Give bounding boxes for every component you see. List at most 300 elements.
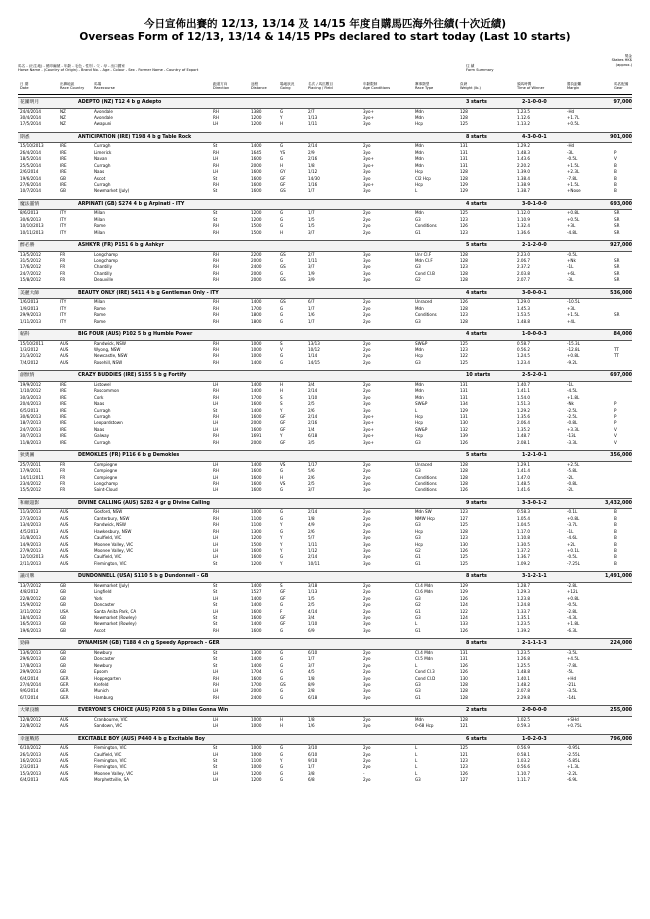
cell-racecourse: Curragh <box>94 162 111 168</box>
cell-distance: 2000 <box>251 270 262 276</box>
horse-name-en: DIVINE CALLING (AUS) S282 4 gr g Divine Calling <box>78 500 210 506</box>
cell-country: AUS <box>60 528 69 534</box>
cell-distance: 1200 <box>251 121 262 127</box>
cell-date: 10/10/2013 <box>20 223 44 229</box>
cell-racecourse: Rome <box>94 305 106 311</box>
cell-racecourse: Compiegne <box>94 461 118 467</box>
cell-going: S <box>280 401 283 407</box>
cell-gear: V <box>614 439 617 445</box>
cell-date: 6/10/2012 <box>20 745 41 751</box>
form-summary-en: Form Summary <box>466 68 494 73</box>
horse-name-en: DEMOKLES (FR) P116 6 b g Demokles <box>78 453 180 459</box>
cell-racecourse: Cork <box>94 394 104 400</box>
cell-date: 10/11/2013 <box>20 229 44 235</box>
cell-distance: 1500 <box>251 541 262 547</box>
cell-gear: SR <box>614 229 620 235</box>
cell-margin: -3.3L <box>567 439 578 445</box>
cell-racecourse: Caulfield, VIC <box>94 535 122 541</box>
title-area <box>0 18 650 44</box>
cell-date: 30/6/2013 <box>20 216 41 222</box>
cell-age-conditions: 3yo+ <box>363 162 374 168</box>
cell-age-conditions: 3yo <box>363 688 371 694</box>
cell-direction: St <box>213 656 218 662</box>
cell-country: AUS <box>60 515 69 521</box>
race-row <box>18 360 632 366</box>
cell-margin: -2.2L <box>567 770 578 776</box>
cell-country: IRE <box>60 407 67 413</box>
cell-margin: +2.3L <box>567 169 580 175</box>
cell-placing: 1/6 <box>308 312 315 318</box>
cell-country: GB <box>60 627 66 633</box>
cell-weight: 122 <box>460 608 468 614</box>
cell-going: GS <box>280 681 286 687</box>
cell-going: G <box>280 627 284 633</box>
cell-time: 0.56.6 <box>517 764 531 770</box>
legend-line-en: Horse Name - (Country of Origin) - Brand No. - Age - Colour - Sex - Former Name - Country of Export <box>18 68 199 73</box>
cell-direction: LH <box>213 381 219 387</box>
cell-placing: 1/7 <box>308 318 315 324</box>
cell-direction: RH <box>213 413 219 419</box>
cell-racecourse: Longchamp <box>94 251 118 257</box>
cell-distance: 1000 <box>251 723 262 729</box>
cell-placing: 1/9 <box>308 270 315 276</box>
cell-placing: 4/14 <box>308 608 318 614</box>
cell-distance: 1400 <box>251 582 262 588</box>
cell-distance: 1200 <box>251 560 262 566</box>
cell-placing: 2/7 <box>308 251 315 257</box>
cell-date: 15/9/2012 <box>20 602 41 608</box>
cell-country: AUS <box>60 716 69 722</box>
cell-age-conditions: 3yo+ <box>363 433 374 439</box>
cell-margin: +1.5L <box>567 162 580 168</box>
horse-header <box>18 638 632 650</box>
cell-time: 1.25.5 <box>517 662 531 668</box>
cell-date: 17/6/2012 <box>20 264 41 270</box>
cell-going: G <box>280 305 284 311</box>
cell-time: 1.29.0 <box>517 299 531 305</box>
cell-gear: V <box>614 156 617 162</box>
stakes-amount: 536,000 <box>610 290 632 296</box>
cell-placing: 6/8 <box>308 777 315 783</box>
cell-age-conditions: 2yo <box>363 381 371 387</box>
cell-time: 1.05.4 <box>517 515 531 521</box>
cell-country: GB <box>60 621 66 627</box>
cell-country: GER <box>60 688 69 694</box>
cell-direction: St <box>213 764 218 770</box>
stakes-amount: 901,000 <box>610 134 632 140</box>
cell-margin: -13L <box>567 433 576 439</box>
cell-distance: 1400 <box>251 621 262 627</box>
cell-gear: TT <box>614 353 619 359</box>
cell-going: S <box>280 340 283 346</box>
cell-weight: 123 <box>460 758 468 763</box>
cell-going: Y <box>280 541 283 547</box>
cell-race-type: G3 <box>415 681 421 687</box>
cell-going: G <box>280 662 284 668</box>
horse-name-en: ASHKYR (FR) P151 6 b g Ashkyr <box>78 243 164 249</box>
cell-direction: LH <box>213 461 219 467</box>
cell-date: 29/9/2013 <box>20 669 41 675</box>
cell-time: 1.09.2 <box>517 560 531 566</box>
cell-race-type: G3 <box>415 688 421 694</box>
cell-placing: 1/13 <box>308 114 318 120</box>
cell-country: IRE <box>60 413 67 419</box>
cell-race-type: Mdn <box>415 381 424 387</box>
cell-margin: -4.8L <box>567 229 578 235</box>
cell-distance: 1000 <box>251 745 262 751</box>
race-row <box>18 230 632 236</box>
stakes-amount: 97,000 <box>613 100 632 105</box>
cell-racecourse: Curragh <box>94 181 111 187</box>
cell-margin: -6.9L <box>567 777 578 783</box>
cell-margin: -2.8L <box>567 582 578 588</box>
cell-racecourse: Awapuni <box>94 121 112 127</box>
cell-racecourse: Milan <box>94 210 105 216</box>
cell-placing: 1/5 <box>308 216 315 222</box>
cell-racecourse: Newmarket (July) <box>94 188 130 194</box>
cell-country: IRE <box>60 169 67 175</box>
cell-date: 16/2/2013 <box>20 758 41 763</box>
cell-racecourse: Longchamp <box>94 258 118 263</box>
cell-racecourse: Naas <box>94 426 105 432</box>
cell-weight: 123 <box>460 216 468 222</box>
cell-race-type: G3 <box>415 264 421 270</box>
cell-margin: +0.8L <box>567 353 580 359</box>
cell-margin: +3L <box>567 305 576 311</box>
race-row <box>18 561 632 567</box>
cell-margin: +3.3L <box>567 426 580 432</box>
cell-time: 1.24.5 <box>517 353 531 359</box>
cell-race-type: L <box>415 662 418 668</box>
cell-going: H <box>280 162 284 168</box>
cell-time: 1.54.0 <box>517 394 531 400</box>
cell-distance: 1000 <box>251 346 262 352</box>
cell-race-type: Conditions <box>415 312 437 318</box>
cell-distance: 1400 <box>251 602 262 608</box>
cell-racecourse: Naas <box>94 169 105 175</box>
cell-country: IRE <box>60 149 67 155</box>
cell-margin: +0.75L <box>567 723 582 729</box>
cell-racecourse: Rome <box>94 318 106 324</box>
cell-going: Y <box>280 560 283 566</box>
starts-count: 3 starts <box>466 100 487 105</box>
horse-block <box>18 199 632 240</box>
horse-block <box>18 240 632 288</box>
cell-age-conditions: 3yo <box>363 169 371 175</box>
cell-age-conditions: 2yo <box>363 210 371 216</box>
horse-name-cn: 花團明月 <box>20 100 40 105</box>
cell-distance: 2000 <box>251 277 262 283</box>
cell-placing: 5/6 <box>308 468 315 474</box>
horse-format-legend <box>18 64 348 73</box>
cell-racecourse: Flemington, VIC <box>94 764 127 770</box>
column-headers <box>18 82 632 95</box>
cell-gear: V <box>614 433 617 439</box>
cell-country: IRE <box>60 394 67 400</box>
cell-age-conditions: 3yo+ <box>363 420 374 426</box>
cell-time: 1.03.2 <box>517 758 531 763</box>
cell-direction: RH <box>213 433 219 439</box>
cell-weight: 130 <box>460 541 468 547</box>
cell-direction: RH <box>213 258 219 263</box>
cell-weight: 126 <box>460 669 468 675</box>
cell-going: H <box>280 229 284 235</box>
cell-placing: 1/17 <box>308 461 318 467</box>
cell-date: 21/3/2012 <box>20 353 41 359</box>
cell-country: GB <box>60 582 66 588</box>
cell-going: VS <box>280 480 286 486</box>
cell-direction: RH <box>213 675 219 681</box>
cell-weight: 128 <box>460 108 468 114</box>
cell-time: 2.03.8 <box>517 270 531 276</box>
cell-direction: LH <box>213 169 219 175</box>
cell-time: 1.24.8 <box>517 602 531 608</box>
cell-weight: 131 <box>460 143 468 149</box>
cell-margin: -Hd <box>567 143 575 149</box>
cell-race-type: Hcp <box>415 413 423 419</box>
cell-weight: 131 <box>460 156 468 162</box>
cell-going: S <box>280 582 283 588</box>
cell-race-type: SW&P <box>415 426 428 432</box>
cell-race-type: G2 <box>415 547 421 553</box>
cell-margin: -3.7L <box>567 522 578 528</box>
cell-racecourse: Listowel <box>94 381 111 387</box>
cell-country: AUS <box>60 541 69 547</box>
cell-placing: 1/10 <box>308 621 318 627</box>
cell-weight: 131 <box>460 413 468 419</box>
cell-placing: 3/4 <box>308 381 315 387</box>
cell-country: IRE <box>60 420 67 426</box>
cell-weight: 125 <box>460 560 468 566</box>
cell-distance: 1800 <box>251 312 262 318</box>
starts-count: 8 starts <box>466 641 487 647</box>
cell-weight: 123 <box>460 229 468 235</box>
cell-margin: +12L <box>567 589 578 595</box>
cell-distance: 1400 <box>251 381 262 387</box>
cell-distance: 1000 <box>251 353 262 359</box>
cell-weight: 129 <box>460 582 468 588</box>
cell-weight: 129 <box>460 589 468 595</box>
cell-country: GB <box>60 589 66 595</box>
cell-date: 16/5/2013 <box>20 621 41 627</box>
cell-race-type: L <box>415 764 418 770</box>
cell-racecourse: Lingfield <box>94 589 112 595</box>
cell-racecourse: Munich <box>94 688 109 694</box>
cell-going: G <box>280 509 284 515</box>
cell-direction: St <box>213 649 218 655</box>
cell-race-type: L <box>415 188 418 194</box>
cell-going: G <box>280 602 284 608</box>
cell-country: AUS <box>60 340 69 346</box>
cell-time: 1.12.0 <box>517 210 531 216</box>
horse-block <box>18 638 632 705</box>
col-time: 頭馬時間 Time of Winner <box>517 82 545 91</box>
cell-racecourse: Newmarket (Rowley) <box>94 614 137 620</box>
cell-racecourse: Sandown, VIC <box>94 723 123 729</box>
cell-direction: St <box>213 175 218 181</box>
cell-margin: -2.5L <box>567 407 578 413</box>
cell-age-conditions: 3yo <box>363 560 371 566</box>
cell-margin: -12.8L <box>567 346 580 352</box>
cell-country: ITY <box>60 318 67 324</box>
cell-age-conditions: 3yo <box>363 681 371 687</box>
cell-placing: 1/11 <box>308 258 318 263</box>
cell-country: NZ <box>60 108 66 114</box>
cell-time: 1.23.5 <box>517 108 531 114</box>
cell-time: 1.41.4 <box>517 468 531 474</box>
cell-date: 27/3/2013 <box>20 515 41 521</box>
cell-distance: 1200 <box>251 216 262 222</box>
horse-block <box>18 705 632 733</box>
cell-racecourse: Galway <box>94 433 110 439</box>
cell-gear: P <box>614 407 617 413</box>
cell-going: GF <box>280 413 286 419</box>
cell-country: FR <box>60 474 66 480</box>
cell-age-conditions: 3yo <box>363 251 371 257</box>
cell-date: 11/8/2013 <box>20 439 41 445</box>
cell-racecourse: Rosehill, NSW <box>94 359 123 365</box>
cell-margin: +0.8L <box>567 515 580 521</box>
cell-placing: 3/5 <box>308 439 315 445</box>
cell-margin: -Nk <box>567 401 574 407</box>
col-placing: 名次 / 馬匹數目 Placing / Field <box>308 82 334 91</box>
cell-going: Y <box>280 758 283 763</box>
cell-weight: 126 <box>460 487 468 493</box>
cell-time: 0.58.7 <box>517 340 531 346</box>
cell-direction: RH <box>213 264 219 270</box>
cell-race-type: G3 <box>415 535 421 541</box>
cell-margin: -9.2L <box>567 359 578 365</box>
cell-direction: St <box>213 745 218 751</box>
cell-gear: B <box>614 535 617 541</box>
cell-direction: St <box>213 758 218 763</box>
cell-weight: 131 <box>460 649 468 655</box>
cell-racecourse: Moonee Valley, VIC <box>94 547 134 553</box>
cell-going: GF <box>280 614 286 620</box>
stakes-label-en: Stakes HK$ <box>611 58 632 63</box>
cell-date: 6/4/2013 <box>20 777 39 783</box>
cell-margin: +0.8L <box>567 595 580 601</box>
cell-country: IRE <box>60 143 67 149</box>
horse-name-cn: 狄奧圖 <box>20 453 35 459</box>
cell-time: 1.36.6 <box>517 229 531 235</box>
cell-racecourse: Morphettville, SA <box>94 777 130 783</box>
cell-direction: LH <box>213 487 219 493</box>
cell-racecourse: Newbury <box>94 662 113 668</box>
cell-distance: 1300 <box>251 649 262 655</box>
cell-margin: -3L <box>567 277 574 283</box>
cell-age-conditions: 3yo+ <box>363 426 374 432</box>
cell-age-conditions: 3yo <box>363 675 371 681</box>
cell-country: IRE <box>60 388 67 394</box>
cell-date: 9/6/2014 <box>20 688 39 694</box>
cell-country: FR <box>60 487 66 493</box>
horse-name-cn: 期悉 <box>20 134 30 140</box>
cell-country: AUS <box>60 554 69 560</box>
cell-age-conditions: 2yo <box>363 716 371 722</box>
cell-race-type: Mdn <box>415 162 424 168</box>
cell-weight: 125 <box>460 359 468 365</box>
cell-going: G <box>280 156 284 162</box>
cell-time: 1.48.5 <box>517 480 531 486</box>
cell-weight: 129 <box>460 407 468 413</box>
cell-margin: -4.5L <box>567 388 578 394</box>
col-weight: 負磅 Weight (lb.) <box>460 82 481 91</box>
cell-country: NZ <box>60 114 66 120</box>
cell-direction: RH <box>213 515 219 521</box>
cell-weight: 125 <box>460 340 468 346</box>
cell-age-conditions: 3yo <box>363 541 371 547</box>
cell-time: 1.23.8 <box>517 595 531 601</box>
cell-going: VS <box>280 461 286 467</box>
cell-time: 1.29.2 <box>517 407 531 413</box>
horse-block <box>18 734 632 788</box>
cell-racecourse: Curragh <box>94 143 111 149</box>
cell-race-type: L <box>415 751 418 757</box>
cell-margin: -5.85L <box>567 758 580 763</box>
horse-header <box>18 329 632 341</box>
cell-time: 1.33.7 <box>517 608 531 614</box>
cell-country: GB <box>60 662 66 668</box>
cell-distance: 2000 <box>251 420 262 426</box>
cell-racecourse: Caulfield, VIC <box>94 554 122 560</box>
cell-going: G <box>280 669 284 675</box>
cell-time: 1.41.6 <box>517 487 531 493</box>
cell-gear: B <box>614 560 617 566</box>
cell-weight: 128 <box>460 681 468 687</box>
cell-race-type: Unraced <box>415 461 433 467</box>
cell-placing: 10/11 <box>308 560 320 566</box>
horse-block <box>18 498 632 571</box>
cell-margin: -0.5L <box>567 251 578 257</box>
cell-time: 1.53.5 <box>517 312 531 318</box>
cell-date: 1/3/2012 <box>20 346 39 352</box>
cell-racecourse: Milan <box>94 229 105 235</box>
cell-distance: 1000 <box>251 716 262 722</box>
cell-age-conditions: 2yo <box>363 528 371 534</box>
stakes-amount: 3,432,000 <box>604 500 632 506</box>
cell-date: 18/4/2013 <box>20 614 41 620</box>
cell-race-type: 0-68 Hcp <box>415 723 434 729</box>
horse-header <box>18 498 632 510</box>
cell-race-type: G3 <box>415 359 421 365</box>
cell-age-conditions: 3yo <box>363 554 371 560</box>
cell-direction: RH <box>213 468 219 474</box>
cell-gear: P <box>614 420 617 426</box>
cell-weight: 126 <box>460 223 468 229</box>
cell-country: FR <box>60 461 66 467</box>
cell-race-type: G3 <box>415 614 421 620</box>
cell-distance: 1600 <box>251 554 262 560</box>
cell-date: 24/7/2013 <box>20 426 41 432</box>
cell-race-type: Mdn <box>415 149 424 155</box>
cell-distance: 1200 <box>251 535 262 541</box>
cell-going: G <box>280 770 284 776</box>
cell-date: 15/5/2012 <box>20 487 41 493</box>
cell-race-type: Mdn <box>415 108 424 114</box>
cell-date: 7/4/2012 <box>20 359 39 365</box>
cell-racecourse: Moonee Valley, VIC <box>94 770 134 776</box>
cell-time: 1.23.5 <box>517 649 531 655</box>
cell-distance: 1100 <box>251 758 262 763</box>
cell-race-type: Hcp <box>415 353 423 359</box>
cell-weight: 128 <box>460 169 468 175</box>
cell-going: GS <box>280 299 286 305</box>
cell-racecourse: Hoppegarten <box>94 675 121 681</box>
cell-placing: 2/14 <box>308 143 318 149</box>
cell-age-conditions: 2yo <box>363 649 371 655</box>
col-date: 日 期 Date <box>20 82 29 91</box>
